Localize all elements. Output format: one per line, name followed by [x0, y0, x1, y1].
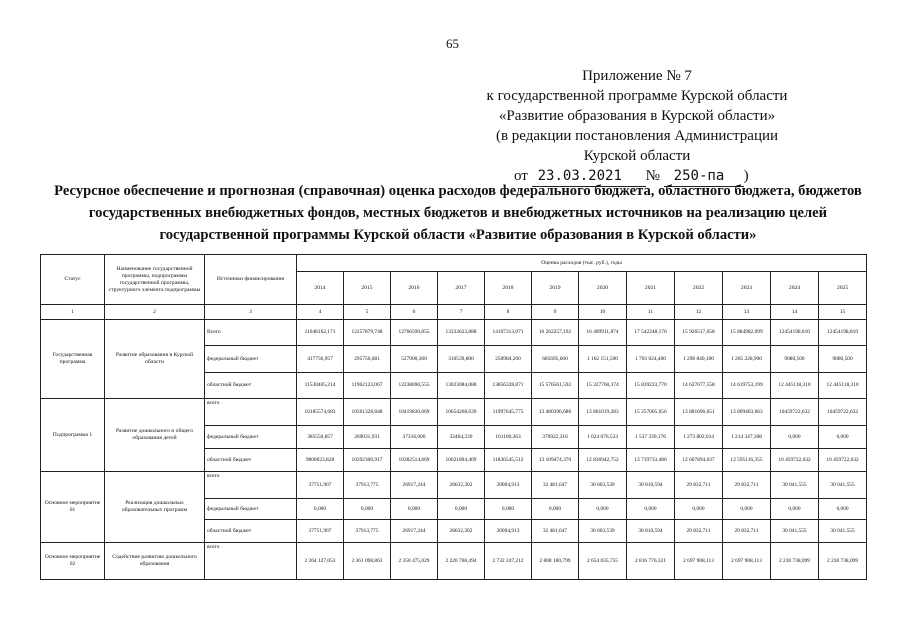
appendix-line: Курской области	[583, 148, 691, 164]
value-cell: 2 361 098,863	[344, 543, 391, 580]
column-number: 8	[485, 305, 532, 320]
value-cell: 30004,913	[485, 472, 532, 499]
value-cell: 29 832,711	[723, 472, 771, 499]
value-cell: 0,000	[297, 499, 344, 520]
value-cell: 2 816 776,321	[627, 543, 675, 580]
value-cell: 30 041,555	[771, 472, 819, 499]
value-cell: 30 041,555	[819, 520, 867, 543]
value-cell: 15 576561,592	[532, 373, 579, 399]
value-cell: 32464,230	[438, 426, 485, 449]
value-cell: 9080,500	[771, 346, 819, 373]
value-cell: 1 265 228,900	[723, 346, 771, 373]
header-estimate: Оценка расходов (тыс. руб.), годы	[297, 255, 867, 272]
funding-source-cell: всего	[205, 399, 297, 426]
value-cell: 2 654 035,755	[579, 543, 627, 580]
value-cell: 13 809463,663	[723, 399, 771, 426]
table-row	[41, 320, 867, 346]
status-cell: Основное мероприятие 02	[41, 543, 105, 580]
funding-source-cell: областной бюджет	[205, 373, 297, 399]
value-cell: 15 926517,658	[675, 320, 723, 346]
value-cell: 0,000	[391, 499, 438, 520]
value-cell: 10654268,639	[438, 399, 485, 426]
value-cell: 16 262257,192	[532, 320, 579, 346]
value-cell: 2 697 908,113	[723, 543, 771, 580]
value-cell: 10292306,917	[344, 449, 391, 472]
program-name-cell: Содействие развитию дошкольного образования	[105, 543, 205, 580]
column-number: 12	[675, 305, 723, 320]
value-cell: 0,000	[819, 499, 867, 520]
value-cell: 37913,775	[344, 472, 391, 499]
appendix-header	[462, 66, 812, 187]
value-cell: 12 445118,310	[819, 373, 867, 399]
year-header: 2021	[627, 272, 675, 305]
funding-source-cell: всего	[205, 543, 297, 580]
column-number: 10	[579, 305, 627, 320]
value-cell: 1 024 076,533	[579, 426, 627, 449]
year-header: 2025	[819, 272, 867, 305]
column-number: 1	[41, 305, 105, 320]
value-cell: 0,000	[819, 426, 867, 449]
value-cell: 11962123,067	[344, 373, 391, 399]
funding-source-cell: областной бюджет	[205, 449, 297, 472]
year-header: 2016	[391, 272, 438, 305]
value-cell: 1 298 840,100	[675, 346, 723, 373]
value-cell: 32 481,647	[532, 472, 579, 499]
value-cell: 0,000	[438, 499, 485, 520]
year-header: 2018	[485, 272, 532, 305]
appendix-line: к государственной программе Курской области	[486, 88, 788, 104]
value-cell: 0,000	[579, 499, 627, 520]
value-cell: 0,000	[344, 499, 391, 520]
column-number: 4	[297, 305, 344, 320]
value-cell: 10459722,632	[819, 399, 867, 426]
value-cell: 14107313,071	[485, 320, 532, 346]
column-number: 7	[438, 305, 485, 320]
value-cell: 11836545,512	[485, 449, 532, 472]
value-cell: 12454198,810	[819, 320, 867, 346]
appendix-line: Приложение № 7	[582, 68, 692, 84]
column-number: 11	[627, 305, 675, 320]
value-cell: 15 257065,656	[627, 399, 675, 426]
value-cell: 10561328,848	[344, 399, 391, 426]
value-cell: 2 230 738,099	[771, 543, 819, 580]
column-number: 6	[391, 305, 438, 320]
value-cell: 13856328,871	[485, 373, 532, 399]
column-number: 9	[532, 305, 579, 320]
number-prefix: №	[645, 168, 660, 184]
year-header: 2022	[675, 272, 723, 305]
value-cell: 29 832,711	[723, 520, 771, 543]
value-cell: 11997645,775	[485, 399, 532, 426]
status-cell: Основное мероприятие 01	[41, 472, 105, 543]
header-status: Статус	[41, 255, 105, 305]
column-number: 5	[344, 305, 391, 320]
value-cell: 2 808 180,799	[532, 543, 579, 580]
value-cell: 269031,931	[344, 426, 391, 449]
value-cell: 30 810,594	[627, 472, 675, 499]
value-cell: 161100,263	[485, 426, 532, 449]
value-cell: 26917,244	[391, 520, 438, 543]
value-cell: 12 836942,752	[579, 449, 627, 472]
value-cell: 37316,000	[391, 426, 438, 449]
value-cell: 14 619753,199	[723, 373, 771, 399]
column-number: 14	[771, 305, 819, 320]
value-cell: 2 732 247,212	[485, 543, 532, 580]
value-cell: 30004,913	[485, 520, 532, 543]
value-cell: 2 264 127,053	[297, 543, 344, 580]
page-number: 65	[446, 36, 459, 51]
value-cell: 30 041,555	[771, 520, 819, 543]
header-source: Источники финансирования	[205, 255, 297, 305]
program-name-cell: Реализация дошкольных образовательных программ	[105, 472, 205, 543]
resolution-date: 23.03.2021	[532, 166, 646, 187]
year-header: 2017	[438, 272, 485, 305]
value-cell: 13 719733,480	[627, 449, 675, 472]
value-cell: 2 697 908,113	[675, 543, 723, 580]
value-cell: 0,000	[771, 499, 819, 520]
value-cell: 15 839223,770	[627, 373, 675, 399]
value-cell: 28632,302	[438, 520, 485, 543]
value-cell: 1 537 339,176	[627, 426, 675, 449]
column-number: 2	[105, 305, 205, 320]
value-cell: 0,000	[532, 499, 579, 520]
value-cell: 12257879,748	[344, 320, 391, 346]
value-cell: 10 459722,632	[771, 449, 819, 472]
value-cell: 10382514,669	[391, 449, 438, 472]
value-cell: 310539,800	[438, 346, 485, 373]
value-cell: 17 542248,170	[627, 320, 675, 346]
value-cell: 9080,500	[819, 346, 867, 373]
value-cell: 26917,244	[391, 472, 438, 499]
value-cell: 12238690,555	[391, 373, 438, 399]
document-title: Ресурсное обеспечение и прогнозная (справочная) оценка расходов федерального бюджета, областного бюджета, бюджетов государственных внебюджетных фондов, местных бюджетов и внебюджетных источников на реализацию целей государственной программы Курской области «Развитие образования в Курской области»	[54, 183, 862, 243]
value-cell: 11048162,171	[297, 320, 344, 346]
column-number: 15	[819, 305, 867, 320]
column-number: 13	[723, 305, 771, 320]
table-row	[41, 543, 867, 580]
table-row	[41, 472, 867, 499]
value-cell: 0,000	[627, 499, 675, 520]
value-cell: 1 703 024,400	[627, 346, 675, 373]
year-header: 2024	[771, 272, 819, 305]
value-cell: 32 481,647	[532, 520, 579, 543]
value-cell: 29 832,711	[675, 520, 723, 543]
status-cell: Подпрограмма 1	[41, 399, 105, 472]
value-cell: 2 350 475,029	[391, 543, 438, 580]
value-cell: 12 607894,637	[675, 449, 723, 472]
value-cell: 0,000	[723, 499, 771, 520]
value-cell: 13333623,888	[438, 320, 485, 346]
funding-source-cell: всего	[205, 472, 297, 499]
funding-source-cell: федеральный бюджет	[205, 346, 297, 373]
appendix-line: «Развитие образования в Курской области»	[498, 108, 776, 124]
value-cell: 10 459722,632	[819, 449, 867, 472]
funding-source-cell: областной бюджет	[205, 520, 297, 543]
value-cell: 13 109474,370	[532, 449, 579, 472]
value-cell: 2 230 738,099	[819, 543, 867, 580]
value-cell: 417756,957	[297, 346, 344, 373]
closing-paren: )	[743, 168, 749, 184]
value-cell: 2 220 768,494	[438, 543, 485, 580]
value-cell: 1 273 802,014	[675, 426, 723, 449]
value-cell: 12 445118,310	[771, 373, 819, 399]
value-cell: 0,000	[485, 499, 532, 520]
program-name-cell: Развитие дошкольного и общего образования детей	[105, 399, 205, 472]
value-cell: 30 041,555	[819, 472, 867, 499]
table-row	[41, 399, 867, 426]
year-header: 2019	[532, 272, 579, 305]
value-cell: 13 861019,283	[579, 399, 627, 426]
value-cell: 10621804,409	[438, 449, 485, 472]
value-cell: 13023084,088	[438, 373, 485, 399]
value-cell: 37751,907	[297, 520, 344, 543]
status-cell: Государственная программа	[41, 320, 105, 399]
appendix-line: (в редакции постановления Администрации	[495, 128, 779, 144]
value-cell: 0,000	[771, 426, 819, 449]
year-header: 2015	[344, 272, 391, 305]
value-cell: 29 832,711	[675, 472, 723, 499]
date-prefix: от	[514, 168, 528, 184]
funding-source-cell: федеральный бюджет	[205, 426, 297, 449]
value-cell: 12766590,855	[391, 320, 438, 346]
value-cell: 385550,857	[297, 426, 344, 449]
header-name: Наименование государственной программы, подпрограммы государственной программы, структурного элемента подпрограммы	[105, 255, 205, 305]
year-header: 2023	[723, 272, 771, 305]
value-cell: 1 214 347,308	[723, 426, 771, 449]
value-cell: 30 603,539	[579, 520, 627, 543]
value-cell: 37751,907	[297, 472, 344, 499]
funding-source-cell: федеральный бюджет	[205, 499, 297, 520]
value-cell: 28632,302	[438, 472, 485, 499]
column-number-row	[41, 305, 867, 320]
program-name-cell: Развитие образования в Курской области	[105, 320, 205, 399]
value-cell: 14 627677,558	[675, 373, 723, 399]
value-cell: 1 162 151,500	[579, 346, 627, 373]
value-cell: 11530405,214	[297, 373, 344, 399]
value-cell: 0,000	[675, 499, 723, 520]
value-cell: 13 480396,686	[532, 399, 579, 426]
column-number: 3	[205, 305, 297, 320]
value-cell: 10459722,632	[771, 399, 819, 426]
value-cell: 9800023,828	[297, 449, 344, 472]
value-cell: 295756,681	[344, 346, 391, 373]
funding-source-cell: Всего	[205, 320, 297, 346]
value-cell: 685695,600	[532, 346, 579, 373]
value-cell: 12454198,810	[771, 320, 819, 346]
value-cell: 10419830,669	[391, 399, 438, 426]
value-cell: 12 595116,355	[723, 449, 771, 472]
value-cell: 30 810,594	[627, 520, 675, 543]
value-cell: 10185574,683	[297, 399, 344, 426]
value-cell: 37913,775	[344, 520, 391, 543]
value-cell: 30 603,539	[579, 472, 627, 499]
budget-table	[40, 254, 867, 580]
value-cell: 15 327760,374	[579, 373, 627, 399]
resolution-number: 250-па	[664, 166, 744, 187]
value-cell: 15 884982,099	[723, 320, 771, 346]
value-cell: 13 881696,651	[675, 399, 723, 426]
value-cell: 16 489911,874	[579, 320, 627, 346]
value-cell: 370922,316	[532, 426, 579, 449]
year-header: 2014	[297, 272, 344, 305]
value-cell: 250984,200	[485, 346, 532, 373]
value-cell: 527900,300	[391, 346, 438, 373]
year-header: 2020	[579, 272, 627, 305]
